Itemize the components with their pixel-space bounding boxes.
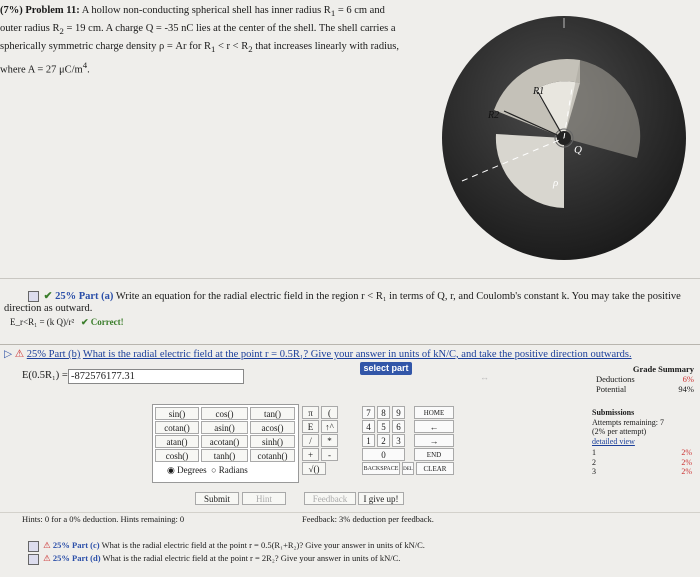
hint-button[interactable]: Hint bbox=[242, 492, 286, 505]
function-pad bbox=[152, 404, 299, 483]
feedback-text: Feedback: 3% deduction per feedback. bbox=[302, 514, 434, 524]
part-a-text2: direction as outward. bbox=[4, 303, 93, 314]
sinh-button[interactable]: sinh() bbox=[250, 435, 295, 448]
del-button[interactable]: DEL bbox=[402, 462, 414, 475]
submit-button[interactable]: Submit bbox=[195, 492, 239, 505]
key-7[interactable]: 7 bbox=[362, 406, 375, 419]
give-up-button[interactable]: I give up! bbox=[358, 492, 404, 505]
label-r1: R1 bbox=[533, 86, 545, 97]
part-a-answer-row bbox=[10, 317, 124, 328]
key-0[interactable]: 0 bbox=[362, 448, 405, 461]
plus-button[interactable]: + bbox=[302, 448, 319, 461]
label-r2: R2 bbox=[488, 110, 500, 121]
feedback-button[interactable]: Feedback bbox=[304, 492, 356, 505]
part-d: ⚠ 25% Part (d) What is the radial electric field at the point r = 2R₂? Give your answer in units of kN/C. bbox=[28, 553, 400, 565]
key-1[interactable]: 1 bbox=[362, 434, 375, 447]
asin-button[interactable]: asin() bbox=[201, 421, 248, 434]
key-3[interactable]: 3 bbox=[392, 434, 405, 447]
radians-radio[interactable]: ○ Radians bbox=[211, 465, 248, 475]
acotan-button[interactable]: acotan() bbox=[201, 435, 248, 448]
answer-input[interactable]: -872576177.31 bbox=[68, 369, 244, 384]
backspace-button[interactable]: BACKSPACE bbox=[362, 462, 400, 475]
part-a-answer: E_r<R₁ = (k Q)/r² bbox=[10, 317, 75, 327]
sqrt-button[interactable]: √() bbox=[302, 462, 326, 475]
label-rho: ρ bbox=[553, 177, 559, 189]
clear-button[interactable]: CLEAR bbox=[416, 462, 454, 475]
problem-statement: (7%) Problem 11: A hollow non-conducting spherical shell has inner radius $R_1 = 6$ cm and outer radius $R_2 = 19$ cm. A charge Q = -35 nC lies at the center of the shell. The shell carries a spherically symmetric charge density ρ = Ar for $R_1 < r < R_2$ that increases linearly with radius, where A = 27 $\mu C/m^4$. bbox=[0, 5, 399, 76]
key-8[interactable]: 8 bbox=[377, 406, 390, 419]
part-icon bbox=[28, 541, 39, 552]
key-6[interactable]: 6 bbox=[392, 420, 405, 433]
multiply-button[interactable]: * bbox=[321, 434, 338, 447]
cos-button[interactable]: cos() bbox=[201, 407, 248, 420]
tan-button[interactable]: tan() bbox=[250, 407, 295, 420]
part-b-header: ▷ ⚠ 25% Part (b) What is the radial electric field at the point r = 0.5R₁? Give your answer in units of kN/C, and take the positive direction outwards. bbox=[4, 349, 632, 360]
label-q: Q bbox=[574, 144, 582, 156]
cotan-button[interactable]: cotan() bbox=[155, 421, 199, 434]
acos-button[interactable]: acos() bbox=[250, 421, 295, 434]
part-c-label[interactable]: 25% Part (c) bbox=[52, 540, 100, 550]
expand-icon[interactable]: ▷ bbox=[4, 349, 13, 360]
left-arrow-button[interactable]: ← bbox=[414, 420, 454, 433]
cursor-icon: ↔ bbox=[480, 372, 489, 382]
check-icon: ✔ bbox=[43, 291, 53, 302]
sin-button[interactable]: sin() bbox=[155, 407, 199, 420]
e-button[interactable]: E bbox=[302, 420, 319, 433]
part-b-label[interactable]: 25% Part (b) bbox=[26, 349, 81, 360]
key-4[interactable]: 4 bbox=[362, 420, 375, 433]
key-9[interactable]: 9 bbox=[392, 406, 405, 419]
minus-button[interactable]: - bbox=[321, 448, 338, 461]
select-part-button[interactable]: select part bbox=[360, 362, 412, 375]
warning-icon: ⚠ bbox=[43, 553, 51, 563]
right-arrow-button[interactable]: → bbox=[414, 434, 454, 447]
part-a: ✔ 25% Part (a) Write an equation for the radial electric field in the region r < R₁ in terms of Q, r, and Coulomb's constant k. You may take the positive bbox=[28, 290, 688, 303]
part-d-label[interactable]: 25% Part (d) bbox=[52, 553, 101, 563]
part-c: ⚠ 25% Part (c) What is the radial electric field at the point r = 0.5(R₁+R₂)? Give your answer in units of kN/C. bbox=[28, 540, 425, 552]
problem-prefix: (7%) Problem 11: bbox=[0, 5, 80, 16]
end-button[interactable]: END bbox=[414, 448, 454, 461]
paren-button[interactable]: ( bbox=[321, 406, 338, 419]
pi-button[interactable]: π bbox=[302, 406, 319, 419]
detailed-view-link[interactable]: detailed view bbox=[592, 436, 635, 446]
tanh-button[interactable]: tanh() bbox=[201, 449, 248, 462]
symbol-pad bbox=[302, 404, 360, 481]
hints-text: Hints: 0 for a 0% deduction. Hints remaining: 0 bbox=[22, 514, 185, 524]
atan-button[interactable]: atan() bbox=[155, 435, 199, 448]
angle-mode bbox=[167, 465, 248, 476]
submissions: Submissions Attempts remaining: 7 (2% per attempt) detailed view 1 2% 2 2% 3 2% bbox=[592, 408, 692, 476]
part-icon bbox=[28, 291, 39, 302]
cosh-button[interactable]: cosh() bbox=[155, 449, 199, 462]
part-icon bbox=[28, 554, 39, 565]
divider bbox=[0, 278, 700, 279]
correct-status: ✔ Correct! bbox=[80, 317, 124, 327]
divide-button[interactable]: / bbox=[302, 434, 319, 447]
degrees-radio[interactable]: ◉ Degrees bbox=[167, 465, 207, 475]
part-a-label[interactable]: 25% Part (a) bbox=[55, 291, 114, 302]
warning-icon: ⚠ bbox=[14, 349, 25, 360]
cotanh-button[interactable]: cotanh() bbox=[250, 449, 295, 462]
number-pad bbox=[362, 404, 462, 481]
grade-summary: Grade Summary Deductions 6% Potential 94% bbox=[596, 364, 694, 394]
part-b-label-eq: E(0.5R₁) = bbox=[22, 370, 68, 381]
home-button[interactable]: HOME bbox=[414, 406, 454, 419]
spherical-shell-figure bbox=[432, 8, 692, 263]
key-5[interactable]: 5 bbox=[377, 420, 390, 433]
power-button[interactable]: ↑^ bbox=[321, 420, 338, 433]
key-2[interactable]: 2 bbox=[377, 434, 390, 447]
warning-icon: ⚠ bbox=[43, 540, 51, 550]
